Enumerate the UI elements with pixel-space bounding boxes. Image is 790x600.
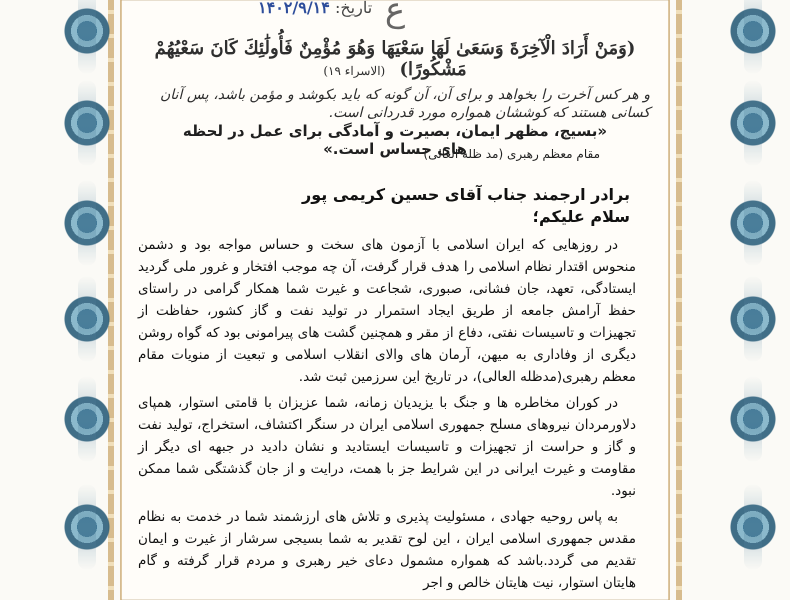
paragraph: در روزهایی که ایران اسلامی با آزمون های سخت و حساس مواجه بود و دشمن منحوس اقتدار نظام اسلامی را هدف قرار گرفت، آن چه موجب افتخار و غرور ملی گردید ایستادگی، تعهد، جان فشانی، صبوری، شجاعت و غیرت شما همکار گرامی در راستای حفظ آرامش جامعه از طریق ایجاد استمرار در تولید نفت و گاز کشور، حفاظت از تجهیزات و تاسیسات نفتی، دفاع از مقر و همچنین گشت های پیرامونی بود که گواه روشن دیگری از وفاداری به میهن، آرمان های والای انقلاب اسلامی و تبعیت از منویات مقام معظم رهبری(مدظله العالی)، در تاریخ این سرزمین ثبت شد.	[138, 237, 636, 385]
medallion-icon	[56, 92, 118, 154]
leader-quote: «بسیج، مظهر ایمان، بصیرت و آمادگی برای عمل در لحظه های حساس است.»	[182, 122, 608, 158]
decorative-border-right	[670, 0, 790, 600]
paragraph: به پاس روحیه جهادی ، مسئولیت پذیری و تلاش های ارزشمند شما در خدمت به نظام مقدس جمهوری اسلامی ایران ، این لوح تقدیر به شما بسیجی سرشار از غیرت و ایمان تقدیم می گردد.باشد که همواره مشمول دعای خیر رهبری و مردم قرار گرفته و گام هایتان استوار، نیت هایتان خالص و اجر	[138, 509, 636, 591]
quran-verse	[140, 38, 650, 80]
medallion-icon	[722, 288, 784, 350]
medallion-icon	[56, 0, 118, 62]
medallion-icon	[722, 92, 784, 154]
paragraph: در کوران مخاطره ها و جنگ با یزیدیان زمانه، شما عزیزان با قامتی استوار، همپای دلاورمردان نیروهای مسلح جمهوری اسلامی ایران در سنگر اکتشاف، استخراج، تولید نفت و گاز و حراست از تجهیزات و تاسیسات ایستادید و نشان دادید در جبهه ای دیگر از مقاومت و غیرت ایرانی در این شرایط جز با همت، درایت و از جان گذشتگی شما ممکن نبود.	[138, 395, 636, 499]
decorative-border-left	[0, 0, 120, 600]
letter-body	[138, 234, 636, 598]
medallion-icon	[56, 388, 118, 450]
frame-line	[668, 0, 670, 600]
quote-source: مقام معظم رهبری (مد ظله العالی)	[423, 147, 600, 161]
medallion-icon	[722, 496, 784, 558]
handwritten-translation: و هر کس آخرت را بخواهد و برای آن، آن گونه که باید بکوشد و مؤمن باشد، پس آنان کسانی هستند که کوششان همواره مورد قدردانی است.	[160, 87, 650, 121]
calligraphic-seal: ع	[384, 0, 406, 30]
vine-pattern	[676, 0, 682, 600]
frame-line	[120, 0, 122, 600]
medallion-icon	[722, 388, 784, 450]
date-label: تاریخ:	[334, 0, 373, 17]
greeting: سلام علیکم؛	[532, 207, 630, 226]
verse-reference: (الاسراء ۱۹)	[323, 64, 386, 78]
date-value: ۱۴۰۲/۹/۱۴	[258, 0, 330, 17]
medallion-icon	[722, 192, 784, 254]
medallion-icon	[56, 496, 118, 558]
medallion-icon	[722, 0, 784, 62]
certificate-header	[120, 0, 670, 30]
recipient-line: برادر ارجمند جناب آقای حسین کریمی پور	[302, 185, 630, 204]
date-field	[250, 0, 372, 17]
medallion-icon	[56, 192, 118, 254]
medallion-icon	[56, 288, 118, 350]
verse-text: (وَمَنْ أَرَادَ الْآخِرَةَ وَسَعَىٰ لَهَا سَعْيَهَا وَهُوَ مُؤْمِنٌ فَأُولَٰئِكَ كَانَ سَعْيُهُمْ مَشْكُورًا)	[154, 38, 636, 80]
